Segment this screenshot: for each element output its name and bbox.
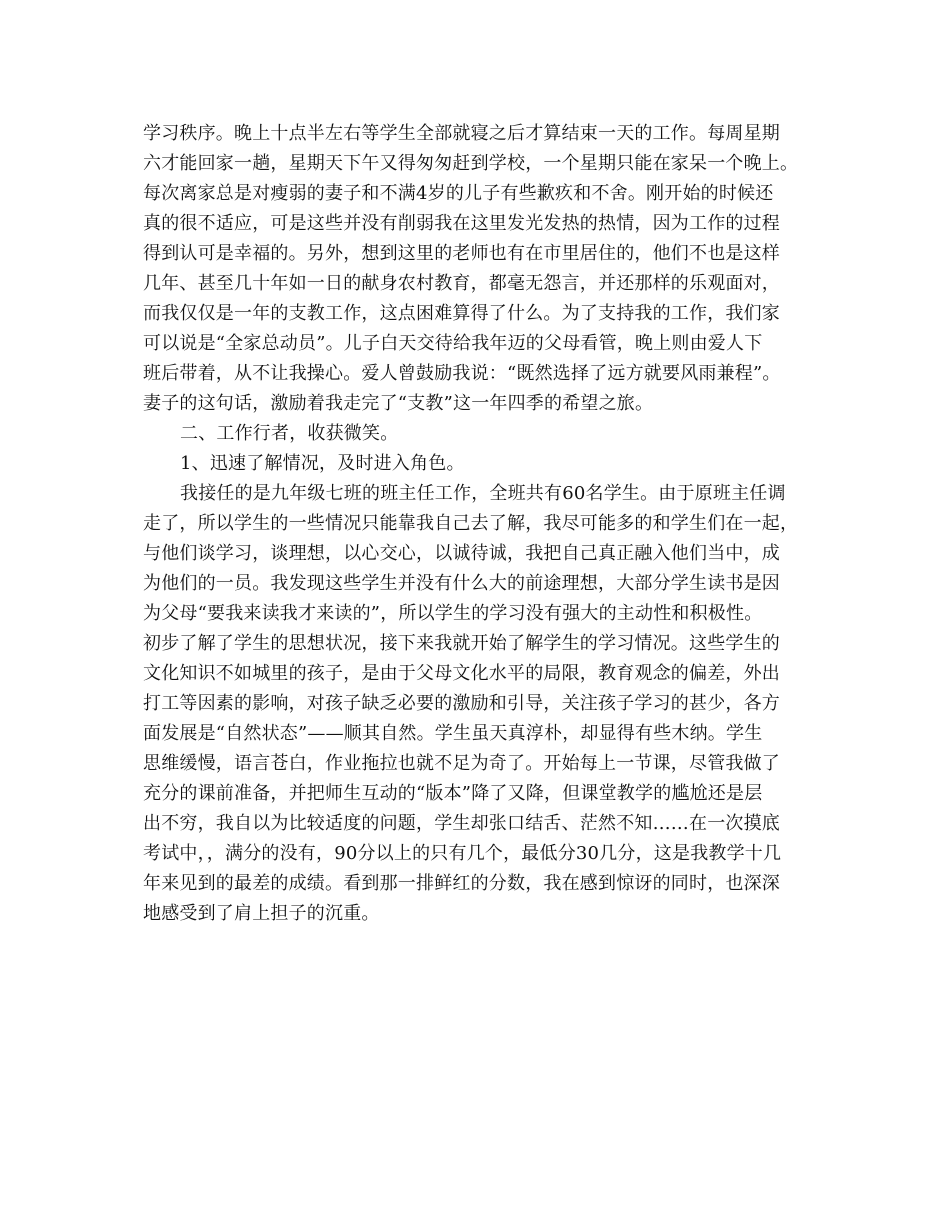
text-line-26: 年来见到的最差的成绩。看到那一排鲜红的分数，我在感到惊讶的同时，也深深 xyxy=(143,873,780,894)
text-line-4: 真的很不适应，可是这些并没有削弱我在这里发光发热的热情，因为工作的过程 xyxy=(143,213,780,234)
document-body xyxy=(143,119,808,929)
text-line-1: 学习秩序。晚上十点半左右等学生全部就寝之后才算结束一天的工作。每周星期 xyxy=(143,123,780,144)
text-line-21: 面发展是“自然状态”——顺其自然。学生虽天真淳朴，却显得有些木纳。学生 xyxy=(143,723,763,744)
text-line-10: 妻子的这句话，激励着我走完了“支教”这一年四季的希望之旅。 xyxy=(143,393,654,414)
text-line-27: 地感受到了肩上担子的沉重。 xyxy=(143,903,380,924)
text-line-17: 为父母“要我来读我才来读的”，所以学生的学习没有强大的主动性和积极性。 xyxy=(143,603,763,624)
text-line-15: 与他们谈学习，谈理想，以心交心，以诚待诚，我把自己真正融入他们当中，成 xyxy=(143,543,780,564)
text-line-13: 我接任的是九年级七班的班主任工作，全班共有60名学生。由于原班主任调 xyxy=(180,483,786,504)
text-line-7: 而我仅仅是一年的支教工作，这点困难算得了什么。为了支持我的工作，我们家 xyxy=(143,303,780,324)
section-heading: 二、工作行者，收获微笑。 xyxy=(180,423,399,444)
text-line-24: 出不穷，我自以为比较适度的问题，学生却张口结舌、茫然不知……在一次摸底 xyxy=(143,813,780,834)
text-line-23: 充分的课前准备，并把师生互动的“版本”降了又降，但课堂教学的尴尬还是层 xyxy=(143,783,763,804)
text-line-8: 可以说是“全家总动员”。儿子白天交待给我年迈的父母看管，晚上则由爱人下 xyxy=(143,333,763,354)
text-line-5: 得到认可是幸福的。另外，想到这里的老师也有在市里居住的，他们不也是这样 xyxy=(143,243,780,264)
text-line-22: 思维缓慢，语言苍白，作业拖拉也就不足为奇了。开始每上一节课，尽管我做了 xyxy=(143,753,780,774)
text-line-18: 初步了解了学生的思想状况，接下来我就开始了解学生的学习情况。这些学生的 xyxy=(143,633,780,654)
text-line-20: 打工等因素的影响，对孩子缺乏必要的激励和引导，关注孩子学习的甚少，各方 xyxy=(143,693,780,714)
text-line-9: 班后带着，从不让我操心。爱人曾鼓励我说：“既然选择了远方就要风雨兼程”。 xyxy=(143,363,781,384)
text-line-3: 每次离家总是对瘦弱的妻子和不满4岁的儿子有些歉疚和不舍。刚开始的时候还 xyxy=(143,183,774,204)
text-line-6: 几年、甚至几十年如一日的献身农村教育，都毫无怨言，并还那样的乐观面对， xyxy=(143,273,780,294)
text-line-25: 考试中，，满分的没有，90分以上的只有几个，最低分30几分，这是我教学十几 xyxy=(143,843,782,864)
subsection-heading: 1、迅速了解情况，及时进入角色。 xyxy=(180,453,465,474)
text-line-14: 走了，所以学生的一些情况只能靠我自己去了解，我尽可能多的和学生们在一起， xyxy=(143,513,799,534)
text-line-2: 六才能回家一趟，星期天下午又得匆匆赶到学校，一个星期只能在家呆一个晚上。 xyxy=(143,153,799,174)
text-line-16: 为他们的一员。我发现这些学生并没有什么大的前途理想，大部分学生读书是因 xyxy=(143,573,780,594)
text-line-19: 文化知识不如城里的孩子，是由于父母文化水平的局限，教育观念的偏差，外出 xyxy=(143,663,780,684)
